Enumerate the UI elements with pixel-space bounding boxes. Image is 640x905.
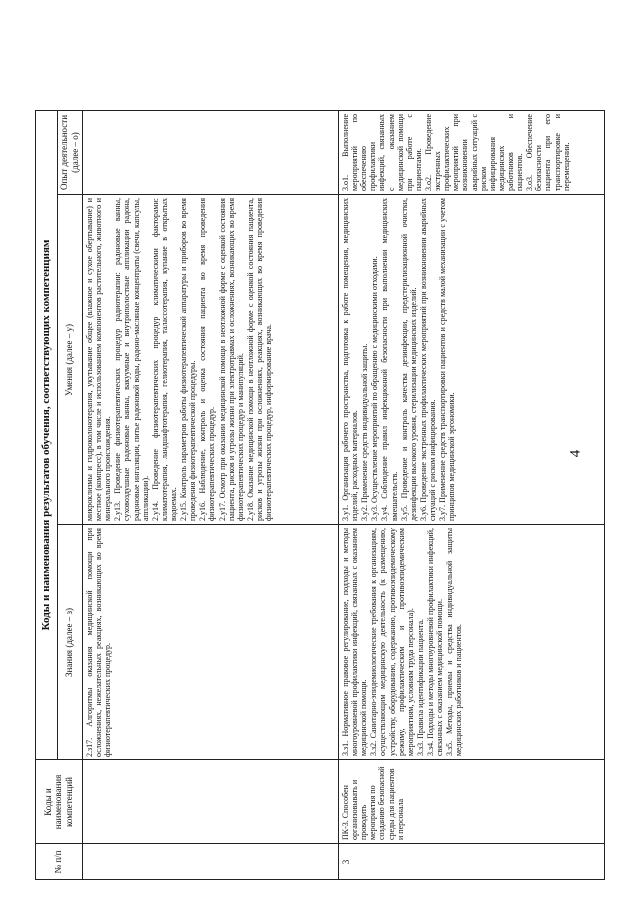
col-header-codes: Коды и наименования компетенций (43, 774, 74, 830)
col-header-knowledge: Знания (далее – з) (64, 607, 75, 678)
row2-competence: ПК-3. Способен организовывать и проводить мероприятия по созданию безопасной среды для пациентов и персонала (341, 766, 405, 840)
col-header-experience: Опыт деятельности (далее – о) (59, 114, 80, 191)
row2-number: 3 (341, 859, 351, 865)
row2-knowledge: 3.з1. Нормативное правовое регулирование, подходы и методы многоуровневой профилактики инфекций, связанных с оказанием медицинской помощи. 3.з2. Санитарно-эпидемиологические требования к организациям, осуществляющим медицинскую деятельность (к размещению, устройству, оборудованию, содержанию, противоэпидемическому режиму, профилактическим и противоэпидемическим мероприятиям, условиям труда персонала). 3.з3. Правила идентификации пациента. 3.з4. Подходы и методы многоуровневой профилактики инфекций, связанных с оказанием медицинской помощи. 3.з5. Методы, приемы и средства индивидуальной защиты медицинских работников и пациентов. (341, 528, 464, 756)
col-header-num: № п/п (53, 850, 64, 874)
competency-table (35, 110, 605, 880)
row2-experience: 3.о1. Выполнение мероприятий по обеспечению профилактики инфекций, связанных с оказанием медицинской помощи при работе с пациентами. 3.о2. Проведение экстренных профилактических мероприятий при возникновении аварийных ситуаций с риском инфицирования медицинских работников и пациентов. 3.о3. Обеспечение безопасности пациента при его транспортировке и перемещении. (341, 114, 571, 191)
row1-knowledge: 2.з17. Алгоритмы оказания медицинской помощи при осложнениях, нежелательных реакциях, возникающих во время физиотерапевтических процедур. (85, 528, 113, 757)
row2-skills: 3.у1. Организация рабочего пространства, подготовка к работе помещения, медицинских изделий, расходных материалов. 3.у2. Применение средств индивидуальной защиты. 3.у3. Осуществление мероприятий по обращению с медицинскими отходами. 3.у4. Соблюдение правил инфекционной безопасности при выполнении медицинских вмешательств. 3.у5. Проведение и контроль качества дезинфекции, предстерилизационной очистки, дезинфекции высокого уровня, стерилизации медицинских изделий. 3.у6. Проведение экстренных профилактических мероприятий при возникновении аварийных ситуаций с риском инфицирования. 3.у7. Применение средств транспортировки пациентов и средств малой механизации с учетом принципов медицинской эргономики. (341, 198, 457, 521)
col-header-skills: Умения (далее – у) (64, 324, 75, 396)
table-super-header: Коды и наименования результатов обучения, соответствующих компетенциям (39, 239, 52, 631)
row1-skills: микроклизмы и гидроколонотерапия, укутывание общее (влажное и сухое обертывание) и местное (компресс), в том числе и использованием компонентов растительного, животного и минерального происхождения. 2.у13. Проведение физиотерапевтических процедур радиотерапии: радоновые ванны, суховоздушные радоновые ванны, вакуумные и внутриполостные аппликации радона, радоновые ингаляции, питье радоновой воды, радоно-масляные концентраты (свечи, капсулы, аппликации). 2.у14. Проведение физиотерапевтических процедур климатическими факторами: климатотерапия, ландшафтотерапия, гелиотерапия, талассотерапия, купание в открытых водоемах. 2.у15. Контроль параметров работы физиотерапевтической аппаратуры и приборов во время проведения физиотерапевтической процедуры. 2.у16. Наблюдение, контроль и оценка состояния пациента во время проведения физиотерапевтических процедур. 2.у17. Осмотр при оказании медицинской помощи в неотложной форме с оценкой состояния пациента, рисков и угрозы жизни при электротравмах и осложнениях, возникающих во время физиотерапевтических процедур и манипуляций. 2.у18. Оказание медицинской помощи в неотложной форме с оценкой состояния пациента, рисков и угрозы жизни при осложнениях, реакциях, возникающих во время проведения физиотерапевтических процедур, информирование врача. (85, 198, 274, 521)
page-number: 4 (567, 449, 584, 458)
